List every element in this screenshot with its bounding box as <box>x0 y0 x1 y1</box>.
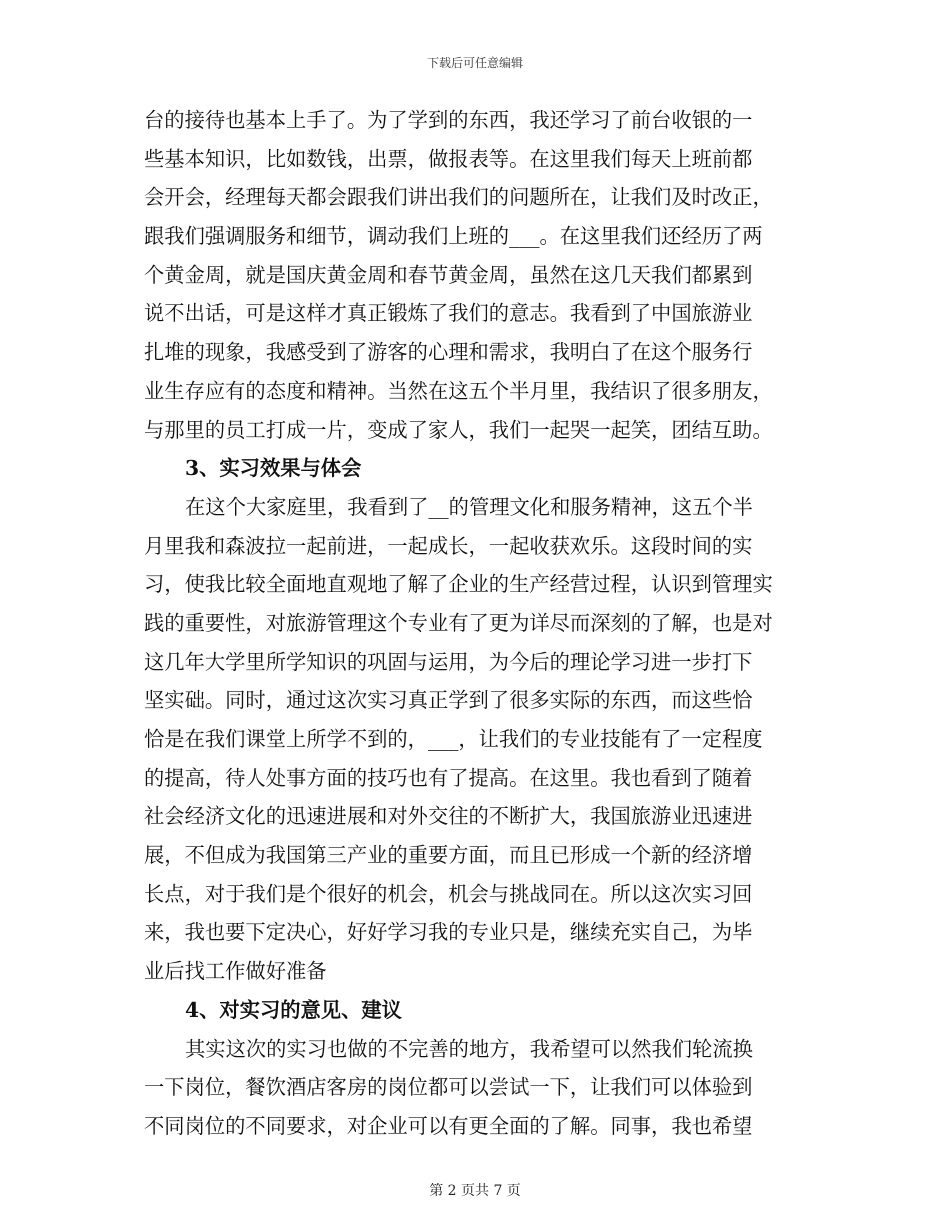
body-line: 说不出话，可是这样才真正锻炼了我们的意志。我看到了中国旅游业 <box>144 301 753 326</box>
body-line: 业生存应有的态度和精神。当然在这五个半月里，我结识了很多朋友， <box>144 378 773 403</box>
body-line: 一下岗位，餐饮酒店客房的岗位都可以尝试一下，让我们可以体验到 <box>144 1075 753 1100</box>
body-line: 社会经济文化的迅速进展和对外交往的不断扩大，我国旅游业迅速进 <box>144 804 753 829</box>
section-heading: 3、实习效果与体会 <box>185 456 362 481</box>
section-heading: 4、对实习的意见、建议 <box>185 997 402 1022</box>
body-line: 的提高，待人处事方面的技巧也有了提高。在这里。我也看到了随着 <box>144 765 753 790</box>
page-header: 下载后可任意编辑 <box>426 56 523 70</box>
body-line: 来，我也要下定决心，好好学习我的专业只是，继续充实自己，为毕 <box>144 920 753 945</box>
body-line: 业后找工作做好准备 <box>144 959 327 984</box>
page-number: 第 2 页共 7 页 <box>429 1183 521 1199</box>
body-line: 坚实础。同时，通过这次实习真正学到了很多实际的东西，而这些恰 <box>144 688 753 713</box>
body-line: 台的接待也基本上手了。为了学到的东西，我还学习了前台收银的一 <box>144 108 753 132</box>
body-line: 会开会，经理每天都会跟我们讲出我们的问题所在，让我们及时改正， <box>144 185 773 210</box>
document-body <box>144 101 804 1146</box>
body-line: 跟我们强调服务和细节，调动我们上班的___。在这里我们还经历了两 <box>144 224 763 249</box>
body-line: 与那里的员工打成一片，变成了家人，我们一起哭一起笑，团结互助。 <box>144 417 773 442</box>
body-line: 些基本知识，比如数钱，出票，做报表等。在这里我们每天上班前都 <box>144 146 753 171</box>
body-line: 践的重要性，对旅游管理这个专业有了更为详尽而深刻的了解，也是对 <box>144 610 773 635</box>
body-line: 恰是在我们课堂上所学不到的，___，让我们的专业技能有了一定程度 <box>144 727 763 751</box>
body-line: 这几年大学里所学知识的巩固与运用，为今后的理论学习进一步打下 <box>144 649 753 674</box>
body-line: 扎堆的现象，我感受到了游客的心理和需求，我明白了在这个服务行 <box>144 340 753 365</box>
body-line: 不同岗位的不同要求，对企业可以有更全面的了解。同事，我也希望 <box>144 1113 753 1138</box>
body-line: 个黄金周，就是国庆黄金周和春节黄金周，虽然在这几天我们都累到 <box>144 262 753 287</box>
body-line: 长点，对于我们是个很好的机会，机会与挑战同在。所以这次实习回 <box>144 881 753 906</box>
paragraph-first-line: 在这个大家庭里，我看到了__的管理文化和服务精神，这五个半 <box>185 494 753 519</box>
body-line: 月里我和森波拉一起前进，一起成长，一起收获欢乐。这段时间的实 <box>144 533 753 558</box>
paragraph-first-line: 其实这次的实习也做的不完善的地方，我希望可以然我们轮流换 <box>185 1036 753 1061</box>
body-line: 习，使我比较全面地直观地了解了企业的生产经营过程，认识到管理实 <box>144 572 773 597</box>
body-line: 展，不但成为我国第三产业的重要方面，而且已形成一个新的经济增 <box>144 843 753 868</box>
